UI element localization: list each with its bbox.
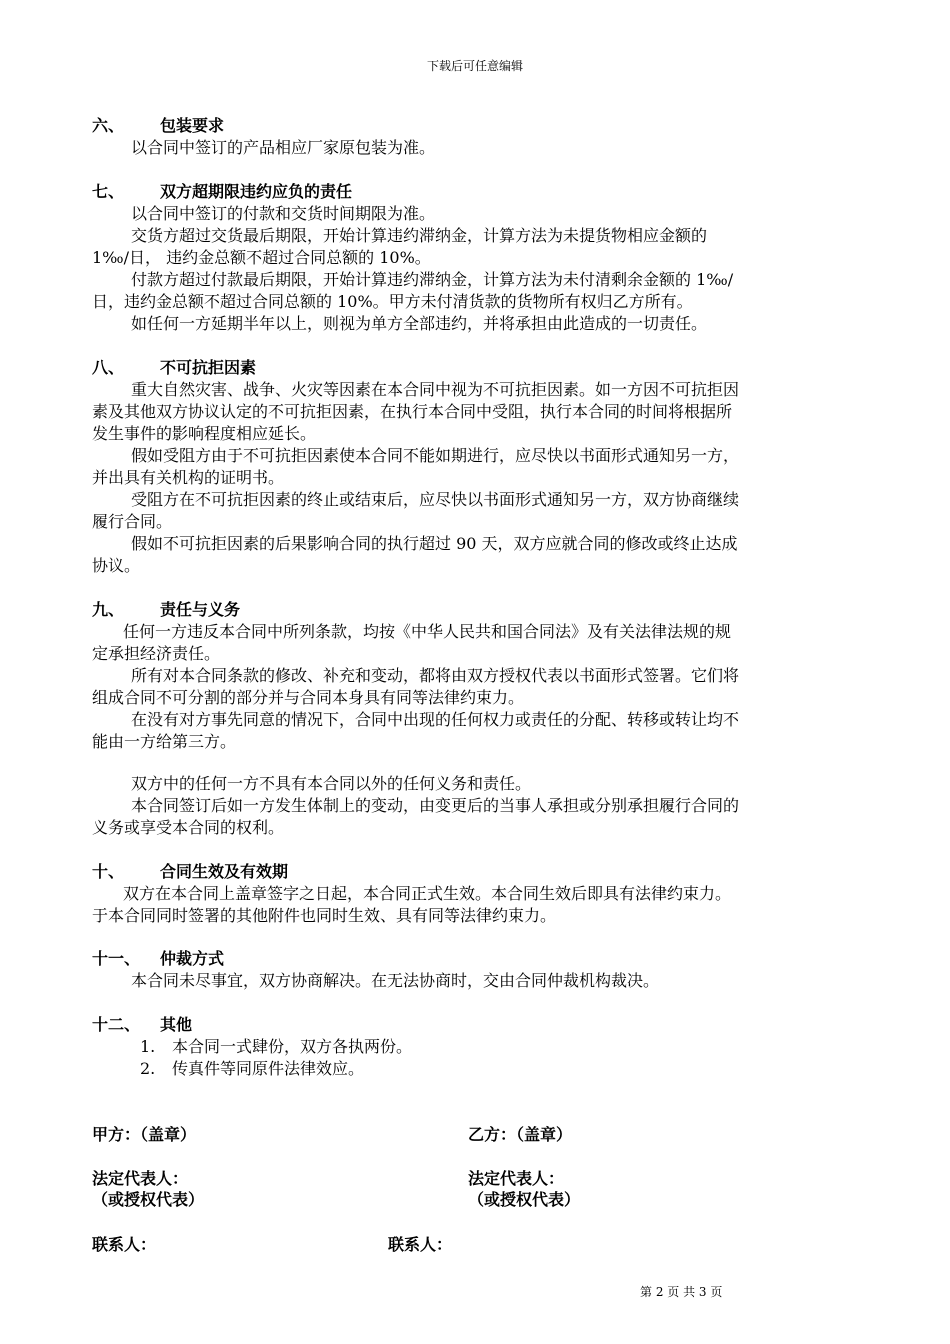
paragraph-line: 素及其他双方协议认定的不可抗拒因素，在执行本合同中受阻，执行本合同的时间将根据所 (92, 402, 733, 421)
party-b-auth-rep: （或授权代表） (468, 1190, 581, 1209)
paragraph-line: 定承担经济责任。 (92, 644, 221, 663)
page-footer: 第 2 页 共 3 页 (640, 1285, 723, 1299)
paragraph-line: 以合同中签订的产品相应厂家原包装为准。 (131, 138, 436, 157)
section-title: 责任与义务 (160, 600, 241, 619)
paragraph-line: 于本合同同时签署的其他附件也同时生效、具有同等法律约束力。 (92, 906, 557, 925)
paragraph-line: 1‰/日， 违约金总额不超过合同总额的 10%。 (92, 248, 431, 267)
section-number: 九、 (92, 600, 125, 619)
section-number: 七、 (92, 182, 125, 201)
section-title: 合同生效及有效期 (160, 862, 289, 881)
paragraph-line: 本合同未尽事宜，双方协商解决。在无法协商时，交由合同仲裁机构裁决。 (131, 971, 660, 990)
paragraph-line: 双方中的任何一方不具有本合同以外的任何义务和责任。 (131, 774, 532, 793)
paragraph-line: 能由一方给第三方。 (92, 732, 237, 751)
party-a-legal-rep: 法定代表人： (92, 1169, 189, 1188)
paragraph-line: 任何一方违反本合同中所列条款，均按《中华人民共和国合同法》及有关法律法规的规 (123, 622, 732, 641)
section-number: 十一、 (92, 949, 141, 968)
paragraph-line: 重大自然灾害、战争、火灾等因素在本合同中视为不可抗拒因素。如一方因不可抗拒因 (131, 380, 740, 399)
paragraph-line: 如任何一方延期半年以上，则视为单方全部违约，并将承担由此造成的一切责任。 (131, 314, 708, 333)
paragraph-line: 以合同中签订的付款和交货时间期限为准。 (131, 204, 436, 223)
paragraph-line: 假如不可抗拒因素的后果影响合同的执行超过 90 天，双方应就合同的修改或终止达成 (131, 534, 738, 553)
paragraph-line: 在没有对方事先同意的情况下，合同中出现的任何权力或责任的分配、转移或转让均不 (131, 710, 740, 729)
section-title: 不可抗拒因素 (160, 358, 257, 377)
party-a-auth-rep: （或授权代表） (92, 1190, 205, 1209)
section-number: 六、 (92, 116, 125, 135)
party-b-legal-rep: 法定代表人： (468, 1169, 565, 1188)
paragraph-line: 双方在本合同上盖章签字之日起，本合同正式生效。本合同生效后即具有法律约束力。 (123, 884, 732, 903)
section-title: 包装要求 (160, 116, 225, 135)
section-title: 其他 (160, 1015, 193, 1034)
section-title: 仲裁方式 (160, 949, 225, 968)
party-b-seal: 乙方：（盖章） (468, 1125, 573, 1144)
list-marker: 1. (140, 1037, 156, 1056)
party-b-contact: 联系人： (388, 1235, 453, 1254)
paragraph-line: 本合同签订后如一方发生体制上的变动，由变更后的当事人承担或分别承担履行合同的 (131, 796, 740, 815)
paragraph-line: 发生事件的影响程度相应延长。 (92, 424, 317, 443)
paragraph-line: 协议。 (92, 556, 141, 575)
party-a-contact: 联系人： (92, 1235, 157, 1254)
section-number: 十二、 (92, 1015, 141, 1034)
paragraph-line: 付款方超过付款最后期限，开始计算违约滞纳金，计算方法为未付清剩余金额的 1‰/ (131, 270, 734, 289)
paragraph-line: 交货方超过交货最后期限，开始计算违约滞纳金，计算方法为未提货物相应金额的 (131, 226, 708, 245)
party-a-seal: 甲方：（盖章） (92, 1125, 197, 1144)
paragraph-line: 假如受阻方由于不可抗拒因素使本合同不能如期进行，应尽快以书面形式通知另一方， (131, 446, 740, 465)
list-marker: 2. (140, 1059, 156, 1078)
paragraph-line: 所有对本合同条款的修改、补充和变动，都将由双方授权代表以书面形式签署。它们将 (131, 666, 740, 685)
paragraph-line: 日，违约金总额不超过合同总额的 10%。甲方未付清货款的货物所有权归乙方所有。 (92, 292, 693, 311)
list-item: 传真件等同原件法律效应。 (172, 1059, 365, 1078)
paragraph-line: 组成合同不可分割的部分并与合同本身具有同等法律约束力。 (92, 688, 525, 707)
section-number: 十、 (92, 862, 125, 881)
section-number: 八、 (92, 358, 125, 377)
page-header: 下载后可任意编辑 (426, 59, 523, 73)
paragraph-line: 义务或享受本合同的权利。 (92, 818, 285, 837)
paragraph-line: 受阻方在不可抗拒因素的终止或结束后，应尽快以书面形式通知另一方，双方协商继续 (131, 490, 740, 509)
section-title: 双方超期限违约应负的责任 (160, 182, 353, 201)
paragraph-line: 并出具有关机构的证明书。 (92, 468, 285, 487)
paragraph-line: 履行合同。 (92, 512, 173, 531)
list-item: 本合同一式肆份，双方各执两份。 (172, 1037, 413, 1056)
